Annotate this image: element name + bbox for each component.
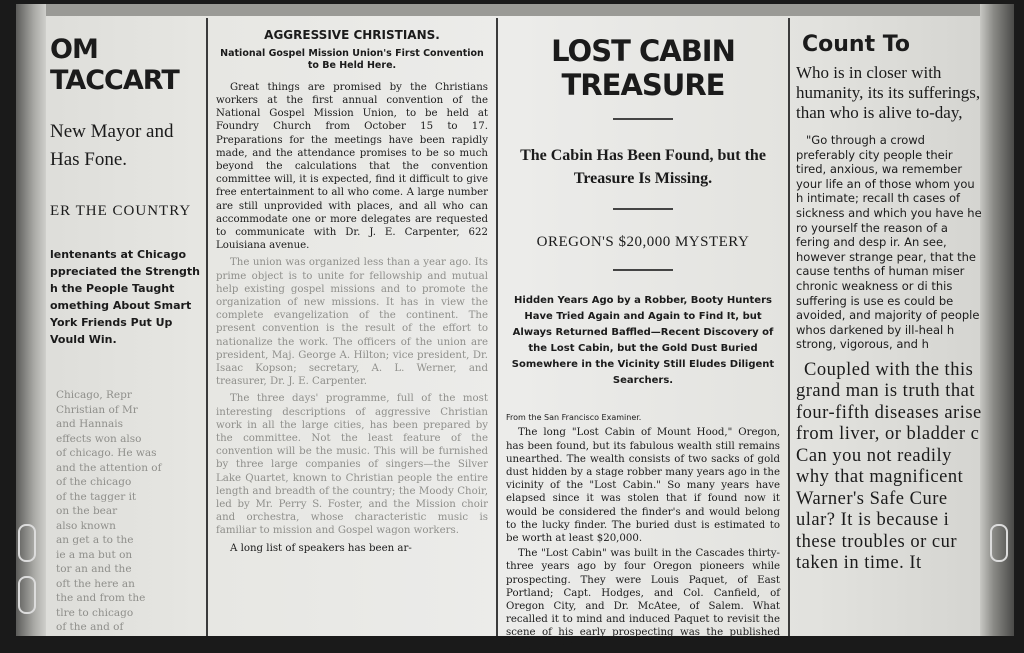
article-headline: OM TACCART [50, 34, 179, 96]
article-deck: National Gospel Mission Union's First Convention to Be Held Here. [220, 48, 484, 72]
summary-line: omething About Smart [50, 299, 192, 313]
faded-line: ie a ma but on [56, 548, 133, 561]
binder-clip-icon [990, 524, 1008, 562]
headline-rule [613, 118, 673, 120]
article-column-3 [500, 18, 786, 652]
faded-line: of chicago. He was [56, 447, 157, 460]
article-headline: AGGRESSIVE CHRISTIANS. [264, 28, 440, 42]
faded-line: of the chicago [56, 476, 132, 489]
faded-line: tlre to chicago [56, 606, 134, 619]
headline-rule [613, 208, 673, 210]
article-column-4 [792, 18, 982, 636]
article-paragraph: The three days' programme, full of the most interesting descriptions of aggressive Christian work in all the large cities, has been prepared by the committee. Not the least feature of the convention will be the music. This will be furnished by three large companies of singers—the Silver Lake Quartet, known to Christian people the entire length and breadth of the country; the Moody Choir, led by Mr. Perry S. Foster, and the Mission choir and orchestra, whose characteristic music is familiar to mission and Gospel wagon workers. [216, 393, 488, 537]
faded-line: on the bear [56, 505, 118, 518]
summary-line: h the People Taught [50, 282, 175, 296]
article-deck: Hidden Years Ago by a Robber, Booty Hunters Have Tried Again and Again to Find It, but Always Returned Baffled—Recent Discovery of the Lost Cabin, but the Gold Dust Buried Somewhere in the Vicinity Still Eludes Diligent Searchers. [511, 295, 775, 387]
article-column-2 [210, 18, 494, 636]
article-paragraph: Great things are promised by the Christians workers at the first annual convention of the National Gospel Mission Union, to be held at Foundry Church from October 15 to 17. Preparations for the meetings have been rapidly made, and the attendance promises to be so much beyond the calculations that the convention committee will, it is expected, find it difficult to give free entertainment to all who come. A large number are still unprovided with places, and all who can accommodate one or more delegates are requested to communicate with Dr. J. E. Carpenter, 622 Louisiana avenue. [216, 81, 488, 252]
column-rule [206, 18, 208, 636]
faded-line: an get a to the [56, 534, 134, 547]
faded-line: the and from the [56, 592, 146, 605]
faded-line: effects won also [56, 432, 142, 445]
summary-line: ppreciated the Strength [50, 265, 201, 279]
article-deck: ER THE COUNTRY [50, 203, 192, 220]
article-subhead: The Cabin Has Been Found, but the Treasure Is Missing. [520, 147, 766, 188]
article-paragraph: The "Lost Cabin" was built in the Cascades thirty-three years ago by four Oregon pioneers while prospecting. They were Louis Paquet, of East Portland; Capt. Hodges, and Col. Canfield, of Oregon City, and Dr. McAtee, of Salem. What recalled it to mind and induced Paquet to revisit the scene of his early prospecting was the published statement of [506, 548, 780, 652]
faded-line: oft the here an [56, 577, 135, 590]
article-column-1 [50, 18, 205, 636]
faded-line: also known [56, 519, 116, 532]
summary-line: lentenants at Chicago [50, 248, 187, 262]
faded-line: and Hannais [56, 418, 124, 431]
article-headline: Count To [802, 32, 910, 57]
binder-clip-icon [18, 576, 36, 614]
article-quote: "Go through a crowd preferably city people their tired, anxious, wa remember your life an of those whom you h intimate; recall th cases of sickness and which you have he ro yourself the reason of a fering and desp ir. An see, however strange pear, that the cause tenths of human miser chronic weakness or di this suffering is use es could be avoided, and majority of people whos darkened by ill-heal h strong, vigorous, and h [796, 133, 982, 352]
article-summary [50, 246, 205, 348]
faded-line: tor an and the [56, 563, 132, 576]
subhead-line: New Mayor and [50, 121, 174, 142]
article-credit: From the San Francisco Examiner. [506, 413, 642, 423]
article-lead: Who is in closer with humanity, its its sufferings, than who is alive to-day, [796, 63, 981, 122]
binder-clip-icon [18, 524, 36, 562]
column-rule [788, 18, 790, 636]
page-top-strip [16, 4, 1014, 16]
faded-body-text [56, 388, 199, 635]
article-paragraph: A long list of speakers has been ar- [230, 542, 412, 554]
faded-line: and the attention of [56, 461, 162, 474]
article-headline: LOST CABIN TREASURE [551, 34, 735, 102]
article-midhead: OREGON'S $20,000 MYSTERY [536, 234, 750, 251]
article-paragraph: Coupled with the this grand man is truth that four-fifth diseases arise from liver, or bladder c Can you not readily why that magnificent Warner's Safe Cure ular? It is because i these troubles or cur taken in time. It [796, 359, 982, 574]
faded-line: of the tagger it [56, 490, 137, 503]
faded-line: Chicago, Repr [56, 389, 132, 402]
summary-line: Vould Win. [50, 333, 117, 347]
headline-rule [613, 269, 673, 271]
article-paragraph: The union was organized less than a year ago. Its prime object is to unite for fellowship and mutual help existing gospel missions and to promote the organization of new missions. It has in view the complete evangelization of the continent. The present convention is the result of the effort to nationalize the work. The officers of the union are president, Maj. George A. Hilton; vice president, Dr. Isaac Kopson; secretary, A. L. Werner, and treasurer, Dr. J. E. Carpenter. [216, 257, 488, 388]
newspaper-page [16, 4, 1014, 652]
article-paragraph: The long "Lost Cabin of Mount Hood," Oregon, has been found, but its fabulous wealth still remains unearthed. The wealth consists of two sacks of gold dust hidden by a stage robber many years ago in the vicinity of the "Lost Cabin." So many years have elapsed since it was stolen that if found now it would be considered the finder's and would belong to the lucky finder. The buried dust is estimated to be worth at least $20,000. [506, 427, 780, 544]
summary-line: York Friends Put Up [50, 316, 173, 330]
faded-line: of the and of [56, 621, 124, 634]
subhead-line: Has Fone. [50, 148, 128, 170]
article-subhead [50, 118, 205, 173]
column-rule [496, 18, 498, 636]
faded-line: Christian of Mr [56, 403, 138, 416]
